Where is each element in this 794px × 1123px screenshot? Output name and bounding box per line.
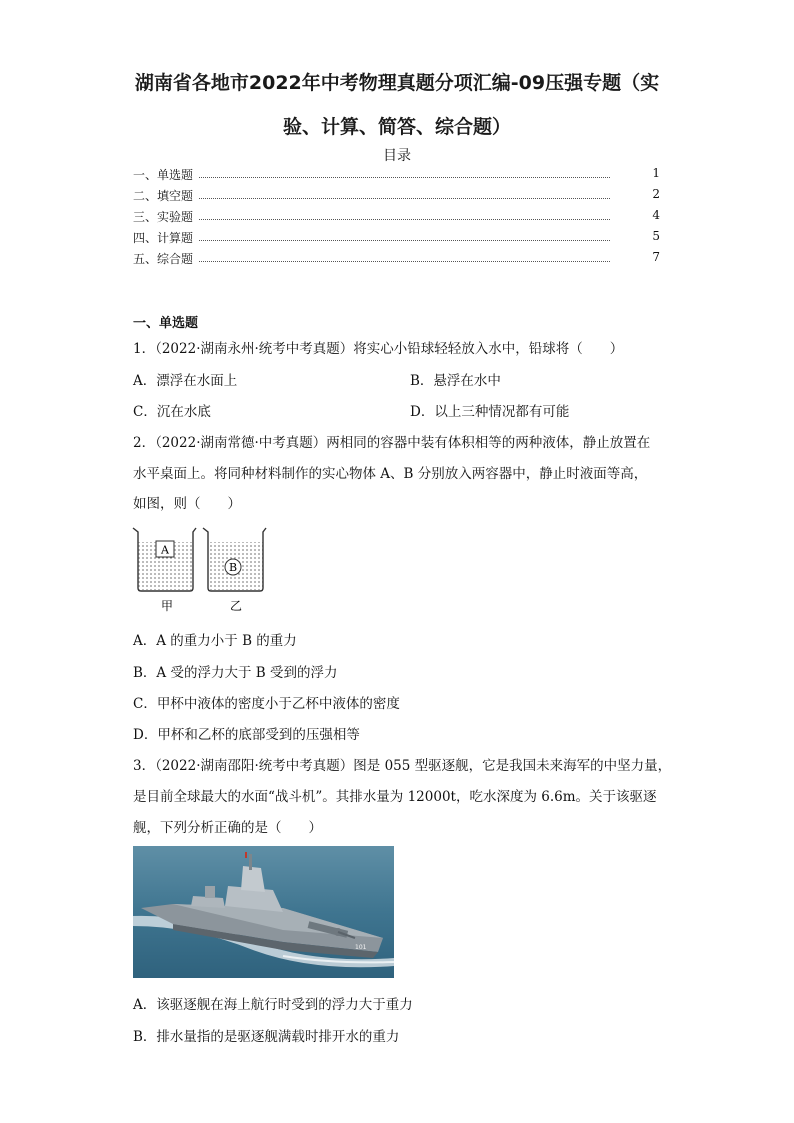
ball-b-label: B [228, 561, 238, 574]
question-3-text-line1: 3．（2022·湖南邵阳·统考中考真题）图是 055 型驱逐舰，它是我国未来海军的中坚力量， [133, 758, 672, 774]
q1-option-b[interactable]: B．悬浮在水中 [410, 373, 501, 389]
q1-option-d[interactable]: D．以上三种情况都有可能 [410, 404, 570, 420]
toc-item[interactable] [133, 208, 660, 224]
beaker-jia [133, 528, 196, 591]
toc-leader-dots [199, 261, 610, 262]
toc-item-page: 4 [652, 208, 660, 222]
q2-option-d[interactable]: D．甲杯和乙杯的底部受到的压强相等 [133, 727, 360, 743]
beaker-yi [203, 528, 266, 591]
q1-option-a[interactable]: A．漂浮在水面上 [133, 373, 238, 389]
q2-option-a[interactable]: A．A 的重力小于 B 的重力 [133, 633, 297, 649]
beakers-diagram [130, 524, 270, 616]
toc-item-label: 一、单选题 [133, 168, 194, 182]
toc-leader-dots [199, 177, 610, 178]
question-2-text-line1: 2．（2022·湖南常德·中考真题）两相同的容器中装有体积相等的两种液体，静止放置在 [133, 435, 651, 451]
toc-item[interactable] [133, 187, 660, 203]
toc-item-page: 1 [652, 166, 660, 180]
destroyer-photo [133, 846, 394, 978]
cup-yi-label: 乙 [229, 599, 243, 613]
toc-item-label: 四、计算题 [133, 231, 194, 245]
question-2-text-line3: 如图，则（ ） [133, 496, 241, 512]
document-title-line2: 验、计算、简答、综合题） [282, 116, 511, 138]
question-3-text-line3: 舰，下列分析正确的是（ ） [133, 820, 322, 836]
toc-item-page: 2 [652, 187, 660, 201]
block-a-label: A [161, 543, 169, 557]
beaker-figure [130, 524, 270, 616]
question-3-text-line2: 是目前全球最大的水面“战斗机”。其排水量为 12000t，吃水深度为 6.6m。关于该驱逐 [133, 789, 657, 805]
toc-item-label: 二、填空题 [133, 189, 194, 203]
toc-leader-dots [199, 219, 610, 220]
toc-item[interactable] [133, 229, 660, 245]
toc-item[interactable] [133, 166, 660, 182]
toc-item[interactable] [133, 250, 660, 266]
toc-item-page: 7 [652, 250, 660, 264]
section-heading-single-choice: 一、单选题 [133, 316, 199, 331]
toc-item-label: 五、综合题 [133, 252, 194, 266]
q3-option-a[interactable]: A．该驱逐舰在海上航行时受到的浮力大于重力 [133, 997, 413, 1013]
toc-leader-dots [199, 240, 610, 241]
toc-heading: 目录 [383, 148, 411, 164]
toc-leader-dots [199, 198, 610, 199]
document-title-line1: 湖南省各地市2022年中考物理真题分项汇编-09压强专题（实 [134, 72, 660, 94]
toc-item-page: 5 [652, 229, 660, 243]
q1-option-c[interactable]: C．沉在水底 [133, 404, 211, 420]
destroyer-illustration [133, 846, 394, 978]
toc-item-label: 三、实验题 [133, 210, 194, 224]
q3-option-b[interactable]: B．排水量指的是驱逐舰满载时排开水的重力 [133, 1029, 400, 1045]
q2-option-c[interactable]: C．甲杯中液体的密度小于乙杯中液体的密度 [133, 696, 400, 712]
question-2-text-line2: 水平桌面上。将同种材料制作的实心物体 A、B 分别放入两容器中，静止时液面等高， [133, 466, 648, 482]
q2-option-b[interactable]: B．A 受的浮力大于 B 受到的浮力 [133, 665, 338, 681]
question-1-text: 1．（2022·湖南永州·统考中考真题）将实心小铅球轻轻放入水中，铅球将（ ） [133, 341, 624, 357]
hull-number: 101 [355, 944, 367, 951]
cup-jia-label: 甲 [160, 599, 174, 613]
